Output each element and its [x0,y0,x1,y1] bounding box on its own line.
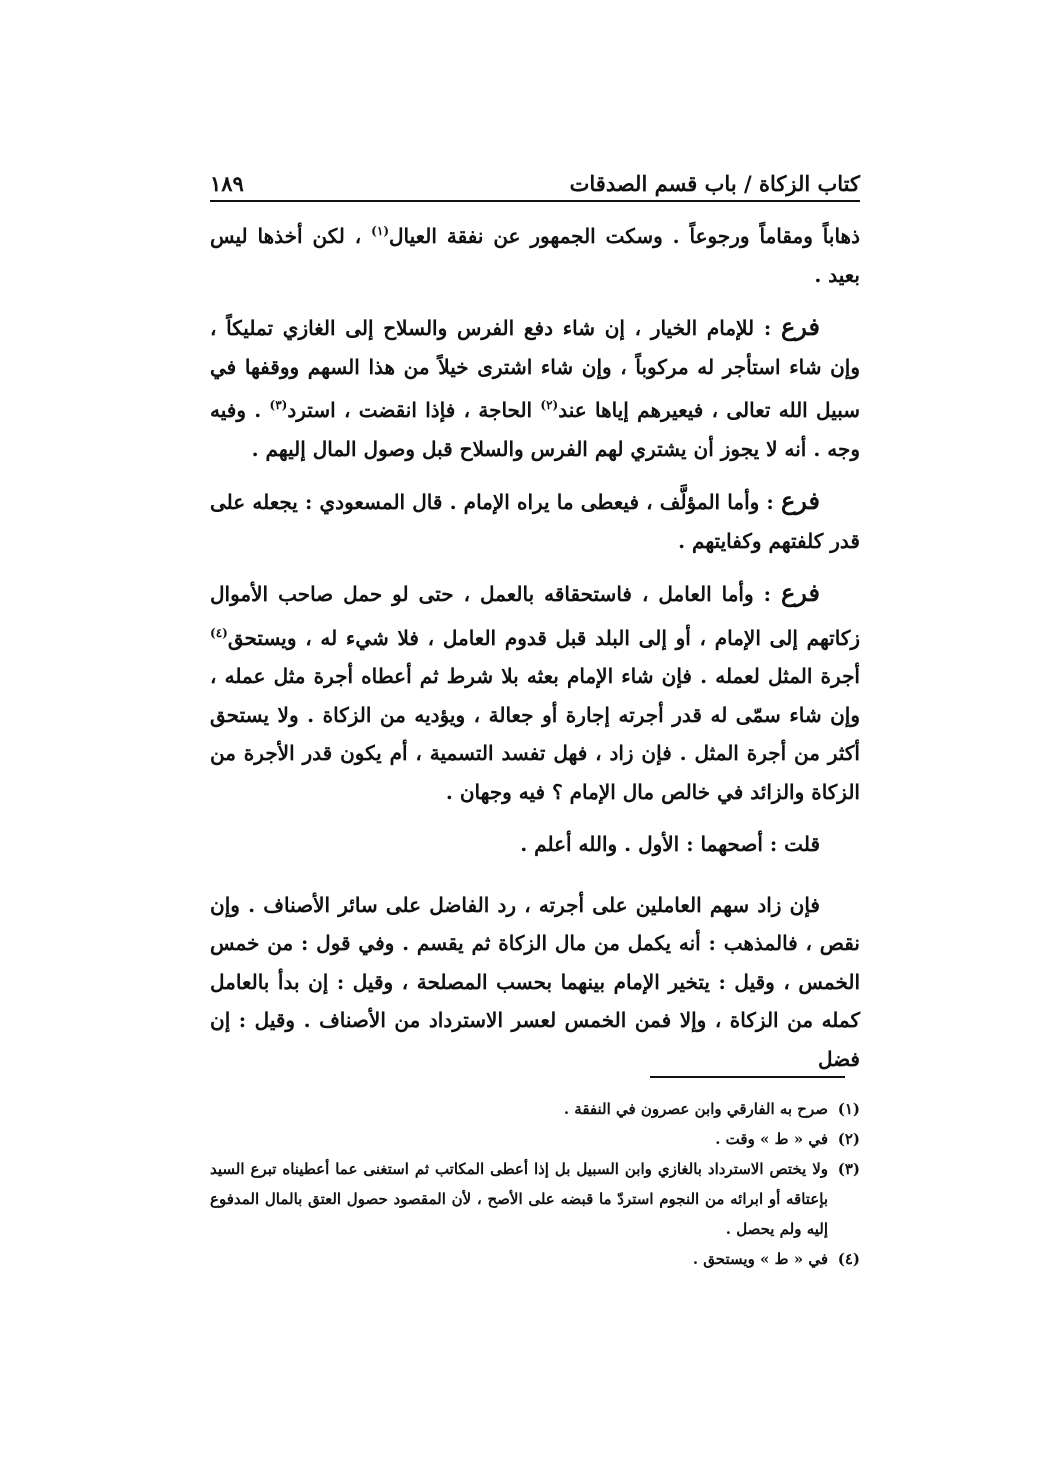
footnote-ref-4: (٤) [210,625,228,640]
paragraph-1-text-b: ، لكن أخذها ليس بعيد . [210,224,860,287]
paragraph-2-text-a: : للإمام الخيار ، إن شاء دفع الفرس والسلاح إلى الغازي تمليكاً ، وإن شاء استأجر له مركوباً ، وإن شاء اشترى خيلاً من هذا السهم ووقفها في سبيل الله تعالى ، فيعيرهم إياها عند [210,316,860,422]
far-heading-1: فرع [780,312,820,341]
footnote-ref-1: (١) [371,224,389,238]
footnote-2 [210,1124,860,1154]
header-title: كتاب الزكاة / باب قسم الصدقات [569,171,860,196]
footnote-1 [210,1094,860,1124]
footnote-4-number: (٤) [837,1250,860,1268]
footnote-3-number: (٣) [837,1160,860,1178]
paragraph-2-text-b: الحاجة ، فإذا انقضت ، استرد [287,398,541,422]
header-rule [210,200,860,202]
paragraph-4-text-a: : وأما العامل ، فاستحقاقه بالعمل ، حتى لو حمل صاحب الأموال زكاتهم إلى الإمام ، أو إلى البلد قبل قدوم العامل ، فلا شيء له ، ويستحق [210,582,860,650]
main-text [210,212,860,1092]
paragraph-4 [210,574,860,811]
footnote-1-text: صرح به الفارقي وابن عصرون في النفقة . [563,1100,828,1118]
paragraph-1-text-a: ذهاباً ومقاماً ورجوعاً . وسكت الجمهور عن نفقة العيال [389,224,860,248]
paragraph-4-text-b: أجرة المثل لعمله . فإن شاء الإمام بعثه بلا شرط ثم أعطاه أجرة مثل عمله ، وإن شاء سمّى له قدر أجرته إجارة أو جعالة ، ويؤديه من الزكاة . ولا يستحق أكثر من أجرة المثل . فإن زاد ، فهل تفسد التسمية ، أم يكون قدر الأجرة من الزكاة والزائد في خالص مال الإمام ؟ فيه وجهان . [210,664,860,804]
footnote-2-number: (٢) [837,1130,860,1148]
paragraph-3 [210,482,860,560]
paragraph-2 [210,308,860,468]
footnote-ref-2: (٢) [540,398,559,412]
footnote-ref-3: (٣) [269,398,288,412]
footnote-3 [210,1154,860,1244]
footnote-4-text: في « ط » ويستحق . [692,1250,828,1268]
footnote-3-text: ولا يختص الاسترداد بالغازي وابن السبيل بل إذا أعطى المكاتب ثم استغنى عما أعطيناه تبرع السيد بإعتاقه أو ابرائه من النجوم استردّ ما قبضه على الأصح ، لأن المقصود حصول العتق بالمال المدفوع إليه ولم يحصل . [210,1160,828,1238]
paragraph-2-text-c: . وفيه وجه . أنه لا يجوز أن يشتري لهم الفرس والسلاح قبل وصول المال إليهم . [210,398,860,461]
footnotes-rule [650,1076,845,1078]
footnotes [210,1094,860,1274]
far-heading-3: فرع [780,578,820,607]
paragraph-6: فإن زاد سهم العاملين على أجرته ، رد الفاضل على سائر الأصناف . وإن نقص ، فالمذهب : أنه يكمل من مال الزكاة ثم يقسم . وفي قول : من خمس الخمس ، وقيل : يتخير الإمام بينهما بحسب المصلحة ، وقيل : إن بدأ بالعامل كمله من الزكاة ، وإلا فمن الخمس لعسر الاسترداد من الأصناف . وقيل : إن فضل [210,892,860,1071]
footnote-2-text: في « ط » وقت . [715,1130,828,1148]
footnote-1-number: (١) [837,1100,860,1118]
footnote-4 [210,1244,860,1274]
paragraph-1 [210,212,860,294]
page-number: ١٨٩ [210,171,244,196]
paragraph-3-text: : وأما المؤلَّف ، فيعطى ما يراه الإمام . قال المسعودي : يجعله على قدر كلفتهم وكفايتهم . [210,490,860,553]
running-header [210,160,860,196]
paragraph-5: قلت : أصحهما : الأول . والله أعلم . [520,832,820,856]
far-heading-2: فرع [780,486,820,515]
